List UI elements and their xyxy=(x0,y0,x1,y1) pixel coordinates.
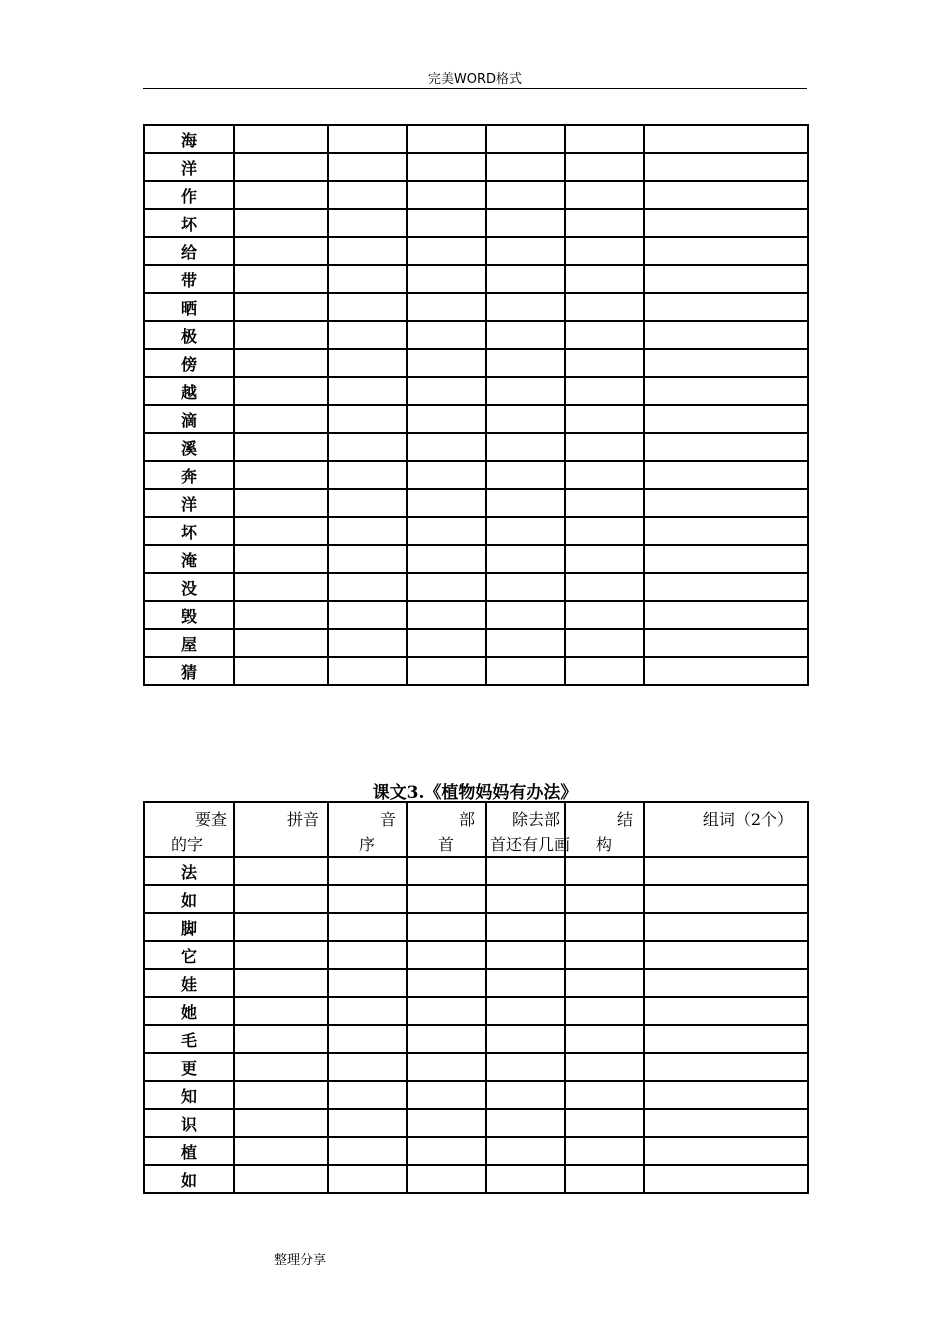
blank-cell[interactable] xyxy=(234,461,328,489)
blank-cell[interactable] xyxy=(328,941,407,969)
char-cell: 猜 xyxy=(144,657,234,685)
blank-cell[interactable] xyxy=(234,997,328,1025)
blank-cell[interactable] xyxy=(328,657,407,685)
blank-cell[interactable] xyxy=(565,237,644,265)
header-lookup-char: 要查 的字 xyxy=(144,802,234,857)
blank-cell[interactable] xyxy=(644,433,808,461)
blank-cell[interactable] xyxy=(565,857,644,885)
blank-cell[interactable] xyxy=(407,265,486,293)
blank-cell[interactable] xyxy=(486,1025,565,1053)
blank-cell[interactable] xyxy=(328,1025,407,1053)
table-row xyxy=(144,237,808,265)
blank-cell[interactable] xyxy=(644,293,808,321)
table-row xyxy=(144,573,808,601)
blank-cell[interactable] xyxy=(565,1081,644,1109)
blank-cell[interactable] xyxy=(565,629,644,657)
table-row xyxy=(144,461,808,489)
blank-cell[interactable] xyxy=(565,489,644,517)
table-row xyxy=(144,181,808,209)
blank-cell[interactable] xyxy=(565,601,644,629)
blank-cell[interactable] xyxy=(407,181,486,209)
blank-cell[interactable] xyxy=(486,1137,565,1165)
table-row xyxy=(144,1081,808,1109)
blank-cell[interactable] xyxy=(486,517,565,545)
blank-cell[interactable] xyxy=(234,517,328,545)
table-row xyxy=(144,997,808,1025)
table-row xyxy=(144,629,808,657)
blank-cell[interactable] xyxy=(486,913,565,941)
blank-cell[interactable] xyxy=(407,941,486,969)
blank-cell[interactable] xyxy=(234,601,328,629)
page-header xyxy=(143,66,807,89)
table-row xyxy=(144,349,808,377)
blank-cell[interactable] xyxy=(234,1165,328,1193)
table-row xyxy=(144,1109,808,1137)
blank-cell[interactable] xyxy=(234,1137,328,1165)
blank-cell[interactable] xyxy=(234,941,328,969)
blank-cell[interactable] xyxy=(565,885,644,913)
blank-cell[interactable] xyxy=(486,153,565,181)
blank-cell[interactable] xyxy=(565,1109,644,1137)
blank-cell[interactable] xyxy=(565,433,644,461)
blank-cell[interactable] xyxy=(407,433,486,461)
blank-cell[interactable] xyxy=(328,377,407,405)
blank-cell[interactable] xyxy=(234,1053,328,1081)
blank-cell[interactable] xyxy=(644,857,808,885)
blank-cell[interactable] xyxy=(407,209,486,237)
blank-cell[interactable] xyxy=(407,461,486,489)
blank-cell[interactable] xyxy=(234,349,328,377)
table-row xyxy=(144,913,808,941)
table-row xyxy=(144,941,808,969)
blank-cell[interactable] xyxy=(565,181,644,209)
blank-cell[interactable] xyxy=(644,1081,808,1109)
table-row xyxy=(144,209,808,237)
blank-cell[interactable] xyxy=(407,1109,486,1137)
blank-cell[interactable] xyxy=(234,545,328,573)
char-cell: 更 xyxy=(144,1053,234,1081)
table-row xyxy=(144,293,808,321)
blank-cell[interactable] xyxy=(407,1025,486,1053)
char-cell: 如 xyxy=(144,885,234,913)
char-cell: 傍 xyxy=(144,349,234,377)
table-row xyxy=(144,1137,808,1165)
blank-cell[interactable] xyxy=(328,885,407,913)
blank-cell[interactable] xyxy=(407,545,486,573)
blank-cell[interactable] xyxy=(328,1165,407,1193)
blank-cell[interactable] xyxy=(644,265,808,293)
blank-cell[interactable] xyxy=(234,657,328,685)
char-cell: 奔 xyxy=(144,461,234,489)
char-cell: 带 xyxy=(144,265,234,293)
table-row xyxy=(144,969,808,997)
blank-cell[interactable] xyxy=(328,433,407,461)
blank-cell[interactable] xyxy=(328,1053,407,1081)
blank-cell[interactable] xyxy=(565,913,644,941)
blank-cell[interactable] xyxy=(644,1165,808,1193)
blank-cell[interactable] xyxy=(234,1081,328,1109)
table-row xyxy=(144,545,808,573)
blank-cell[interactable] xyxy=(486,1081,565,1109)
blank-cell[interactable] xyxy=(565,657,644,685)
table-row xyxy=(144,1053,808,1081)
table-row xyxy=(144,1165,808,1193)
blank-cell[interactable] xyxy=(565,265,644,293)
blank-cell[interactable] xyxy=(486,125,565,153)
blank-cell[interactable] xyxy=(234,489,328,517)
blank-cell[interactable] xyxy=(644,489,808,517)
blank-cell[interactable] xyxy=(407,405,486,433)
blank-cell[interactable] xyxy=(644,601,808,629)
table-row xyxy=(144,857,808,885)
blank-cell[interactable] xyxy=(565,1165,644,1193)
blank-cell[interactable] xyxy=(644,913,808,941)
blank-cell[interactable] xyxy=(644,969,808,997)
blank-cell[interactable] xyxy=(565,293,644,321)
blank-cell[interactable] xyxy=(407,857,486,885)
table-row xyxy=(144,377,808,405)
header-remaining-strokes: 除去部 首还有几画 xyxy=(486,802,565,857)
blank-cell[interactable] xyxy=(234,153,328,181)
blank-cell[interactable] xyxy=(565,1137,644,1165)
blank-cell[interactable] xyxy=(486,293,565,321)
char-cell: 它 xyxy=(144,941,234,969)
blank-cell[interactable] xyxy=(565,1053,644,1081)
blank-cell[interactable] xyxy=(565,997,644,1025)
blank-cell[interactable] xyxy=(407,913,486,941)
char-cell: 极 xyxy=(144,321,234,349)
blank-cell[interactable] xyxy=(234,377,328,405)
char-cell: 溪 xyxy=(144,433,234,461)
blank-cell[interactable] xyxy=(328,1081,407,1109)
blank-cell[interactable] xyxy=(644,1053,808,1081)
char-cell: 如 xyxy=(144,1165,234,1193)
blank-cell[interactable] xyxy=(644,405,808,433)
blank-cell[interactable] xyxy=(407,489,486,517)
blank-cell[interactable] xyxy=(486,181,565,209)
header-pinyin: 拼音 xyxy=(234,802,328,857)
char-cell: 法 xyxy=(144,857,234,885)
blank-cell[interactable] xyxy=(328,573,407,601)
blank-cell[interactable] xyxy=(234,1025,328,1053)
blank-cell[interactable] xyxy=(234,181,328,209)
blank-cell[interactable] xyxy=(407,601,486,629)
blank-cell[interactable] xyxy=(328,969,407,997)
blank-cell[interactable] xyxy=(565,1025,644,1053)
blank-cell[interactable] xyxy=(565,321,644,349)
blank-cell[interactable] xyxy=(328,209,407,237)
blank-cell[interactable] xyxy=(644,885,808,913)
char-cell: 洋 xyxy=(144,489,234,517)
blank-cell[interactable] xyxy=(328,489,407,517)
blank-cell[interactable] xyxy=(407,517,486,545)
character-table-2 xyxy=(143,801,809,1194)
char-cell: 坏 xyxy=(144,209,234,237)
char-cell: 作 xyxy=(144,181,234,209)
blank-cell[interactable] xyxy=(486,237,565,265)
blank-cell[interactable] xyxy=(328,629,407,657)
blank-cell[interactable] xyxy=(407,349,486,377)
blank-cell[interactable] xyxy=(486,1053,565,1081)
blank-cell[interactable] xyxy=(565,125,644,153)
blank-cell[interactable] xyxy=(644,237,808,265)
blank-cell[interactable] xyxy=(234,629,328,657)
blank-cell[interactable] xyxy=(565,941,644,969)
blank-cell[interactable] xyxy=(486,461,565,489)
blank-cell[interactable] xyxy=(565,349,644,377)
blank-cell[interactable] xyxy=(328,237,407,265)
char-cell: 她 xyxy=(144,997,234,1025)
char-cell: 毁 xyxy=(144,601,234,629)
blank-cell[interactable] xyxy=(328,1137,407,1165)
char-cell: 植 xyxy=(144,1137,234,1165)
blank-cell[interactable] xyxy=(328,517,407,545)
blank-cell[interactable] xyxy=(407,1137,486,1165)
table-row xyxy=(144,265,808,293)
char-cell: 知 xyxy=(144,1081,234,1109)
blank-cell[interactable] xyxy=(407,321,486,349)
blank-cell[interactable] xyxy=(328,545,407,573)
blank-cell[interactable] xyxy=(486,969,565,997)
blank-cell[interactable] xyxy=(328,349,407,377)
char-cell: 识 xyxy=(144,1109,234,1137)
table-row xyxy=(144,405,808,433)
char-cell: 晒 xyxy=(144,293,234,321)
blank-cell[interactable] xyxy=(644,1109,808,1137)
blank-cell[interactable] xyxy=(407,997,486,1025)
lesson-title: 课文3.《植物妈妈有办法》 xyxy=(372,783,578,803)
table-row xyxy=(144,321,808,349)
blank-cell[interactable] xyxy=(486,209,565,237)
char-cell: 娃 xyxy=(144,969,234,997)
char-cell: 毛 xyxy=(144,1025,234,1053)
blank-cell[interactable] xyxy=(644,209,808,237)
blank-cell[interactable] xyxy=(644,573,808,601)
blank-cell[interactable] xyxy=(486,941,565,969)
blank-cell[interactable] xyxy=(565,153,644,181)
blank-cell[interactable] xyxy=(328,461,407,489)
char-cell: 洋 xyxy=(144,153,234,181)
blank-cell[interactable] xyxy=(565,573,644,601)
header-word-group: 组词（2个） xyxy=(644,802,808,857)
table-row xyxy=(144,657,808,685)
blank-cell[interactable] xyxy=(565,545,644,573)
blank-cell[interactable] xyxy=(486,489,565,517)
header-text: 完美WORD格式 xyxy=(427,72,523,87)
blank-cell[interactable] xyxy=(234,209,328,237)
blank-cell[interactable] xyxy=(644,153,808,181)
header-radical: 部 首 xyxy=(407,802,486,857)
blank-cell[interactable] xyxy=(486,545,565,573)
blank-cell[interactable] xyxy=(486,349,565,377)
blank-cell[interactable] xyxy=(407,153,486,181)
blank-cell[interactable] xyxy=(644,377,808,405)
blank-cell[interactable] xyxy=(234,321,328,349)
blank-cell[interactable] xyxy=(486,1165,565,1193)
blank-cell[interactable] xyxy=(328,1109,407,1137)
blank-cell[interactable] xyxy=(407,629,486,657)
blank-cell[interactable] xyxy=(644,321,808,349)
blank-cell[interactable] xyxy=(644,349,808,377)
blank-cell[interactable] xyxy=(328,293,407,321)
table-row xyxy=(144,125,808,153)
blank-cell[interactable] xyxy=(234,237,328,265)
blank-cell[interactable] xyxy=(486,657,565,685)
blank-cell[interactable] xyxy=(328,913,407,941)
table-row xyxy=(144,1025,808,1053)
char-cell: 海 xyxy=(144,125,234,153)
blank-cell[interactable] xyxy=(407,125,486,153)
blank-cell[interactable] xyxy=(565,209,644,237)
blank-cell[interactable] xyxy=(407,1081,486,1109)
blank-cell[interactable] xyxy=(234,857,328,885)
blank-cell[interactable] xyxy=(486,265,565,293)
blank-cell[interactable] xyxy=(486,857,565,885)
blank-cell[interactable] xyxy=(565,461,644,489)
blank-cell[interactable] xyxy=(565,405,644,433)
char-cell: 屋 xyxy=(144,629,234,657)
blank-cell[interactable] xyxy=(644,545,808,573)
blank-cell[interactable] xyxy=(234,1109,328,1137)
blank-cell[interactable] xyxy=(486,433,565,461)
char-cell: 脚 xyxy=(144,913,234,941)
blank-cell[interactable] xyxy=(486,629,565,657)
char-cell: 没 xyxy=(144,573,234,601)
char-cell: 滴 xyxy=(144,405,234,433)
blank-cell[interactable] xyxy=(328,265,407,293)
blank-cell[interactable] xyxy=(644,657,808,685)
blank-cell[interactable] xyxy=(644,125,808,153)
blank-cell[interactable] xyxy=(486,377,565,405)
char-cell: 越 xyxy=(144,377,234,405)
blank-cell[interactable] xyxy=(407,377,486,405)
blank-cell[interactable] xyxy=(486,997,565,1025)
blank-cell[interactable] xyxy=(565,517,644,545)
blank-cell[interactable] xyxy=(328,125,407,153)
char-cell: 给 xyxy=(144,237,234,265)
blank-cell[interactable] xyxy=(486,573,565,601)
table-row xyxy=(144,517,808,545)
blank-cell[interactable] xyxy=(234,913,328,941)
blank-cell[interactable] xyxy=(328,321,407,349)
blank-cell[interactable] xyxy=(328,405,407,433)
blank-cell[interactable] xyxy=(644,461,808,489)
char-cell: 坏 xyxy=(144,517,234,545)
blank-cell[interactable] xyxy=(407,885,486,913)
table-row xyxy=(144,433,808,461)
blank-cell[interactable] xyxy=(565,377,644,405)
blank-cell[interactable] xyxy=(644,1137,808,1165)
blank-cell[interactable] xyxy=(644,629,808,657)
blank-cell[interactable] xyxy=(328,601,407,629)
blank-cell[interactable] xyxy=(644,1025,808,1053)
blank-cell[interactable] xyxy=(486,405,565,433)
blank-cell[interactable] xyxy=(234,405,328,433)
blank-cell[interactable] xyxy=(407,969,486,997)
blank-cell[interactable] xyxy=(486,1109,565,1137)
blank-cell[interactable] xyxy=(565,969,644,997)
blank-cell[interactable] xyxy=(234,125,328,153)
blank-cell[interactable] xyxy=(234,433,328,461)
blank-cell[interactable] xyxy=(407,573,486,601)
page-footer: 整理分享 xyxy=(274,1253,327,1268)
blank-cell[interactable] xyxy=(486,601,565,629)
blank-cell[interactable] xyxy=(234,265,328,293)
header-sound-order: 音 序 xyxy=(328,802,407,857)
blank-cell[interactable] xyxy=(234,573,328,601)
blank-cell[interactable] xyxy=(644,941,808,969)
table-row xyxy=(144,885,808,913)
blank-cell[interactable] xyxy=(234,885,328,913)
character-table-1 xyxy=(143,124,809,686)
blank-cell[interactable] xyxy=(234,969,328,997)
blank-cell[interactable] xyxy=(644,517,808,545)
table-row xyxy=(144,153,808,181)
table-row xyxy=(144,489,808,517)
char-cell: 淹 xyxy=(144,545,234,573)
table-row xyxy=(144,601,808,629)
blank-cell[interactable] xyxy=(486,321,565,349)
blank-cell[interactable] xyxy=(407,1053,486,1081)
blank-cell[interactable] xyxy=(407,657,486,685)
blank-cell[interactable] xyxy=(328,857,407,885)
blank-cell[interactable] xyxy=(328,153,407,181)
blank-cell[interactable] xyxy=(407,1165,486,1193)
blank-cell[interactable] xyxy=(644,181,808,209)
table-header-row xyxy=(144,802,808,857)
blank-cell[interactable] xyxy=(486,885,565,913)
blank-cell[interactable] xyxy=(644,997,808,1025)
blank-cell[interactable] xyxy=(407,293,486,321)
blank-cell[interactable] xyxy=(407,237,486,265)
blank-cell[interactable] xyxy=(234,293,328,321)
blank-cell[interactable] xyxy=(328,997,407,1025)
header-structure: 结 构 xyxy=(565,802,644,857)
blank-cell[interactable] xyxy=(328,181,407,209)
